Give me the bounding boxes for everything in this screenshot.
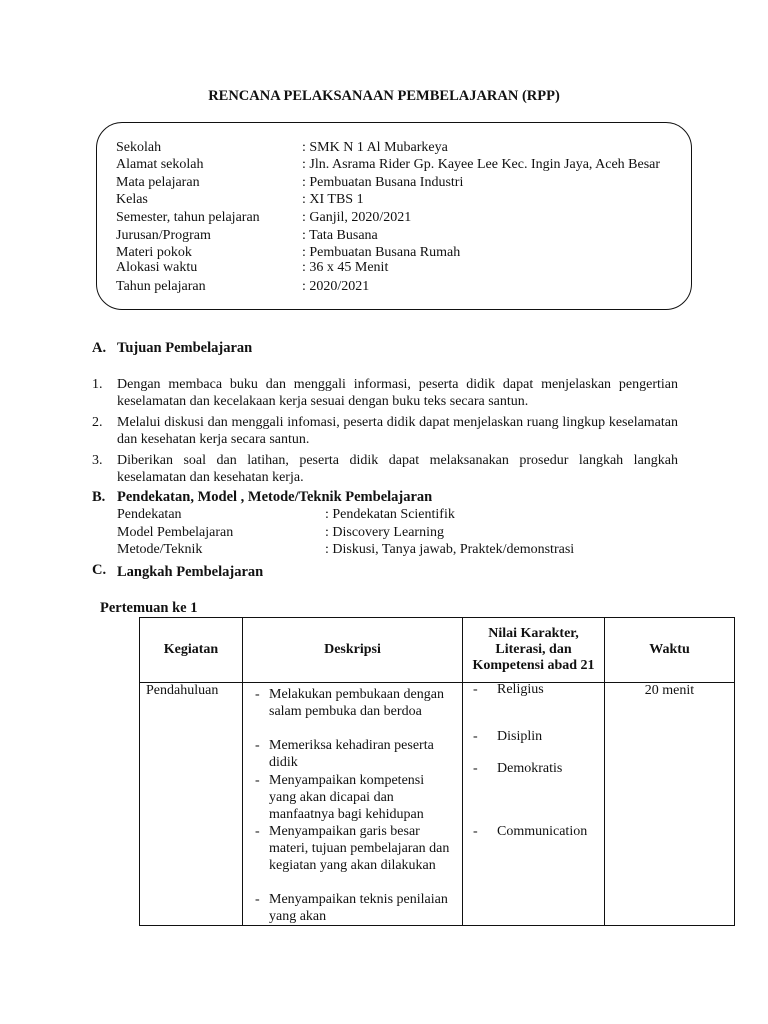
- bullet-dash: -: [255, 773, 260, 788]
- list-item-text: Menyampaikan kompetensi yang akan dicapai dan manfaatnya bagi kehidupan: [269, 773, 425, 822]
- info-value: : SMK N 1 Al Mubarkeya: [302, 140, 448, 155]
- model-value: : Discovery Learning: [325, 525, 444, 540]
- method-value: : Diskusi, Tanya jawab, Praktek/demonstrasi: [325, 542, 575, 557]
- list-item: [255, 686, 447, 737]
- approach-value: : Pendekatan Scientifik: [325, 507, 455, 522]
- info-value: : XI TBS 1: [302, 192, 364, 207]
- objective-item: [92, 376, 678, 410]
- info-label: Sekolah: [116, 140, 162, 155]
- cell-deskripsi: [243, 683, 463, 926]
- objective-item: [92, 452, 678, 486]
- objective-text: Dengan membaca buku dan menggali informasi, peserta didik dapat menjelaskan pengertian keselamatan dan kecelakaan kerja sesuai dengan buku teks secara santun.: [117, 377, 678, 409]
- table-row: [140, 683, 735, 926]
- bullet-dash: -: [255, 738, 260, 753]
- bullet-dash: -: [255, 687, 260, 702]
- info-value: : Ganjil, 2020/2021: [302, 210, 412, 225]
- bullet-dash: -: [473, 824, 478, 839]
- value-text: Disiplin: [497, 729, 543, 744]
- header-waktu: Waktu: [605, 618, 735, 683]
- model-label: Model Pembelajaran: [117, 525, 234, 540]
- list-item-text: Menyampaikan garis besar materi, tujuan pembelajaran dan kegiatan yang akan dilakukan: [269, 824, 450, 873]
- bullet-dash: -: [255, 892, 260, 907]
- info-label: Alokasi waktu: [116, 260, 198, 275]
- info-label: Materi pokok: [116, 245, 192, 260]
- kegiatan-text: Pendahuluan: [146, 683, 219, 698]
- info-label: Mata pelajaran: [116, 175, 200, 190]
- objective-item: [92, 414, 678, 448]
- table-header-row: [140, 618, 735, 683]
- value-text: Communication: [497, 824, 588, 839]
- list-item-text: Menyampaikan teknis penilaian yang akan: [269, 892, 448, 924]
- header-deskripsi: Deskripsi: [243, 618, 463, 683]
- cell-nilai: [463, 683, 605, 926]
- value-text: Demokratis: [497, 761, 563, 776]
- section-letter: C.: [92, 562, 107, 578]
- info-label: Jurusan/Program: [116, 228, 211, 243]
- bullet-dash: -: [473, 761, 478, 776]
- info-label: Kelas: [116, 192, 148, 207]
- approach-row: [117, 507, 455, 523]
- bullet-dash: -: [473, 682, 478, 697]
- approach-label: Pendekatan: [117, 507, 182, 522]
- header-kegiatan: Kegiatan: [140, 618, 243, 683]
- objective-text: Melalui diskusi dan menggali infomasi, peserta didik dapat menjelaskan ruang lingkup keselamatan dan kesehatan kerja secara santun.: [117, 415, 678, 447]
- list-item: [255, 772, 447, 823]
- meeting-label: Pertemuan ke 1: [100, 600, 198, 616]
- section-title: Pendekatan, Model , Metode/Teknik Pembelajaran: [117, 489, 433, 505]
- info-value: : 36 x 45 Menit: [302, 260, 389, 275]
- list-item: [255, 823, 450, 891]
- objective-number: 1.: [92, 377, 103, 392]
- section-letter: A.: [92, 340, 107, 356]
- bullet-dash: -: [255, 824, 260, 839]
- info-label: Semester, tahun pelajaran: [116, 210, 260, 225]
- list-item-text: Melakukan pembukaan dengan salam pembuka dan berdoa: [269, 687, 444, 719]
- waktu-text: 20 menit: [644, 683, 695, 698]
- objective-number: 2.: [92, 415, 103, 430]
- info-value: : 2020/2021: [302, 279, 370, 294]
- section-b-heading: [0, 489, 768, 507]
- info-value: : Pembuatan Busana Rumah: [302, 245, 461, 260]
- info-value: : Pembuatan Busana Industri: [302, 175, 464, 190]
- section-title: Tujuan Pembelajaran: [117, 340, 253, 356]
- bullet-dash: -: [473, 729, 478, 744]
- section-title: Langkah Pembelajaran: [117, 564, 264, 580]
- list-item: [255, 891, 447, 925]
- section-a-heading: [0, 340, 768, 358]
- lesson-steps-table: [139, 617, 735, 926]
- value-text: Religius: [497, 682, 544, 697]
- section-c-heading: [0, 564, 768, 582]
- info-label: Tahun pelajaran: [116, 279, 206, 294]
- method-label: Metode/Teknik: [117, 542, 203, 557]
- cell-kegiatan: [140, 683, 243, 926]
- objective-number: 3.: [92, 453, 103, 468]
- cell-waktu: [605, 683, 735, 926]
- header-nilai: Nilai Karakter, Literasi, dan Kompetensi abad 21: [463, 618, 605, 683]
- list-item: [255, 737, 447, 771]
- method-row: [117, 542, 575, 558]
- document-title: RENCANA PELAKSANAAN PEMBELAJARAN (RPP): [208, 88, 560, 104]
- model-row: [117, 525, 444, 541]
- list-item-text: Memeriksa kehadiran peserta didik: [269, 738, 434, 770]
- info-value: : Tata Busana: [302, 228, 378, 243]
- info-label: Alamat sekolah: [116, 157, 204, 172]
- section-letter: B.: [92, 489, 106, 505]
- objective-text: Diberikan soal dan latihan, peserta didik dapat melaksanakan prosedur langkah langkah keselamatan dan kesehatan kerja.: [117, 453, 678, 485]
- info-value: : Jln. Asrama Rider Gp. Kayee Lee Kec. Ingin Jaya, Aceh Besar: [302, 157, 661, 172]
